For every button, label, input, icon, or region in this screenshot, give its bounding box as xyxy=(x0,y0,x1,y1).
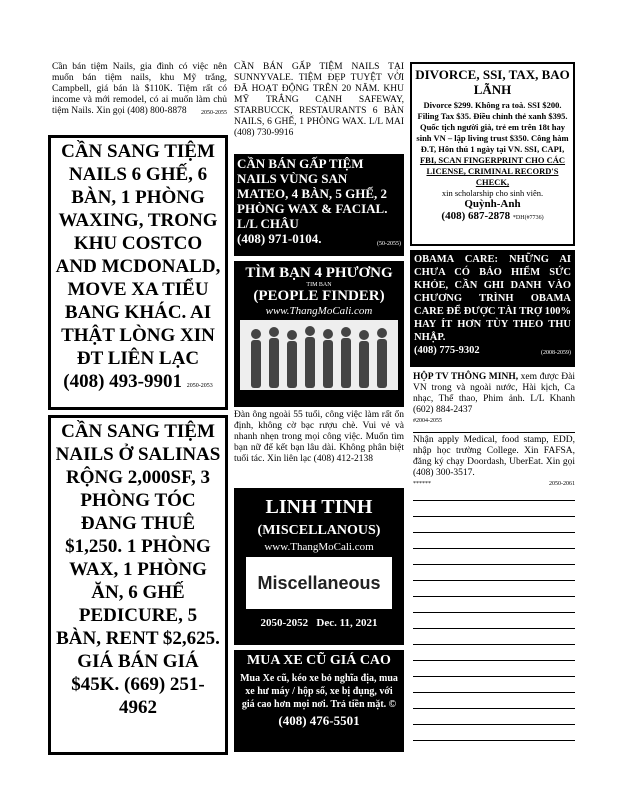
ad-code: (50-2055) xyxy=(377,241,401,247)
ad-stars: ****** xyxy=(413,481,431,487)
ad-code: (2008-2059) xyxy=(541,350,571,356)
people-finder-url: www.ThangMoCali.com xyxy=(265,305,373,317)
ad-code: *DH(#7736) xyxy=(512,215,544,221)
obama-care-phone: (408) 775-9302 xyxy=(414,345,480,356)
divorce-text: Divorce $299. Không ra toà. SSI $200. Filing Tax $35. Điều chỉnh thẻ xanh $395. Quốc tịch người già, trẻ em trên 18t hay sinh VN – lập living trust $350. Công hàm Đ.T, Hôn thú 1 ngày tại VN. SSI, CAPI, xyxy=(416,100,569,154)
column-middle xyxy=(234,62,404,139)
obama-care-box xyxy=(410,250,575,367)
ad-sunnyvale-nails: CẦN BÁN GẤP TIỆM NAILS TẠI SUNNYVALE. TIỆM ĐẸP TUYỆT VỜI ĐÃ HOẠT ĐỘNG TRÊN 20 NĂM. KHU MỸ TRẮNG CẠNH SAFEWAY, STARBUCCK, RESTAURANTS 6 BÀN NAILS, 6 GHẾ, 1 PHÒNG WAX. L/L MAI (408) 730-9916 xyxy=(234,62,404,138)
ad-salinas-nails xyxy=(48,415,228,755)
ad-san-mateo-nails: CẦN BÁN GẤP TIỆM NAILS VÙNG SAN MATEO, 4 BÀN, 5 GHẾ, 2 PHÒNG WAX & FACIAL. L/L CHÂU (408) 971-0104. (50-2055) xyxy=(234,154,404,256)
divorce-box xyxy=(410,62,575,246)
ad-campbell-nails: Cần bán tiệm Nails, gia đình có việc nên muốn bán tiệm nails, khu Mỹ trắng, Campbell, giá bán là $110K. Tiệm rất có income và mới remodel, có ai muốn làm chủ tiệm Nails. Xin gọi (408) 800-8878 2050-2055 xyxy=(52,62,227,117)
people-icon xyxy=(244,322,394,390)
ad-costco-text: CẦN SANG TIỆM NAILS 6 GHẾ, 6 BÀN, 1 PHÒNG WAXING, TRONG KHU COSTCO AND MCDONALD, MOVE XA TIỂU BANG KHÁC. AI THẬT LÒNG XIN ĐT LIÊN LẠC xyxy=(55,141,221,369)
people-group-image xyxy=(240,320,398,390)
divorce-name: Quỳnh-Anh xyxy=(464,198,521,210)
people-finder-sub: TIM BAN xyxy=(306,282,332,288)
misc-date: Dec. 11, 2021 xyxy=(316,617,378,629)
smart-tv-title: HỘP TV THÔNG MINH, xyxy=(413,372,519,382)
used-car-phone: (408) 476-5501 xyxy=(278,713,360,728)
ad-apply-medical: Nhận apply Medical, food stamp, EDD, nhập học trường College. Xin FAFSA, đăng ký chạy Doordash, UberEat. Xin gọi (408) 300-3517. ****** 2050-2061 xyxy=(413,432,575,490)
misc-code: 2050-2052 xyxy=(260,617,309,629)
ad-code: 2050-2055 xyxy=(201,110,227,116)
divorce-phone: (408) 687-2878 xyxy=(441,210,511,222)
misc-en: (MISCELLANOUS) xyxy=(257,523,381,538)
misc-title: LINH TINH xyxy=(265,496,373,518)
misc-image: Miscellaneous xyxy=(246,557,392,609)
ad-code: #2004-2055 xyxy=(413,418,442,424)
smart-tv-text: xem được Đài VN trong và ngoài nước, Hài kịch, Ca nhạc, Thể thao, Phim ảnh. L/L Khanh (602) 884-2437 xyxy=(413,372,575,415)
ad-san-mateo-phone: (408) 971-0104. xyxy=(237,231,322,246)
used-car-title: MUA XE CŨ GIÁ CAO xyxy=(247,653,391,668)
misc-url: www.ThangMoCali.com xyxy=(264,541,374,553)
misc-box xyxy=(234,488,404,645)
obama-care-text: OBAMA CARE: NHỮNG AI CHƯA CÓ BẢO HIỂM SỨC KHỎE, CẦN GHI DANH VÀO CHƯƠNG TRÌNH OBAMA CARE ĐỂ ĐƯỢC TÀI TRỢ 100% HAY ÍT HƠN TÙY THEO THU NHẬP. xyxy=(414,254,571,343)
divorce-title: DIVORCE, SSI, TAX, BAO LÃNH xyxy=(415,67,570,97)
people-finder-title: TÌM BẠN 4 PHƯƠNG xyxy=(245,265,393,281)
used-car-text: Mua Xe cũ, kéo xe bỏ nghĩa địa, mua xe hư máy / hộp số, xe bị đụng, với giá cao hơn mọi nơi. Trả tiền mặt. © xyxy=(240,673,398,710)
divorce-scholar: xin scholarship cho sinh viên. xyxy=(441,188,544,198)
ad-code: 2050-2053 xyxy=(186,383,213,389)
ad-smart-tv xyxy=(413,372,575,427)
people-finder-box xyxy=(234,261,404,407)
divorce-fbi: FBI, SCAN FINGERPRINT CHO CÁC LICENSE, CRIMINAL RECORD'S CHECK, xyxy=(419,155,566,187)
ad-costco-phone: (408) 493-9901 xyxy=(63,371,182,392)
ad-code: 2050-2061 xyxy=(549,481,575,487)
ad-find-partner: Đàn ông ngoài 55 tuổi, công việc làm rất ổn định, không cờ bạc rượu chè. Vui vẻ và nhanh nhẹn trong mọi công việc. Muốn tìm bạn nữ để kết bạn lâu dài. Không phân biệt tuổi tác. Xin liên lạc (408) 412-2138 xyxy=(234,410,404,464)
people-finder-en: (PEOPLE FINDER) xyxy=(253,288,385,304)
ad-costco-nails xyxy=(48,135,228,410)
used-car-box xyxy=(234,650,404,752)
blank-lines xyxy=(413,492,575,741)
ad-salinas-text: CẦN SANG TIỆM NAILS Ở SALINAS RỘNG 2,000SF, 3 PHÒNG TÓC ĐANG THUÊ $1,250. 1 PHÒNG WAX, 1 PHÒNG ĂN, 6 GHẾ PEDICURE, 5 BÀN, RENT $2,625. GIÁ BÁN GIÁ $45K. (669) 251-4962 xyxy=(55,421,221,718)
column-left xyxy=(52,62,227,119)
